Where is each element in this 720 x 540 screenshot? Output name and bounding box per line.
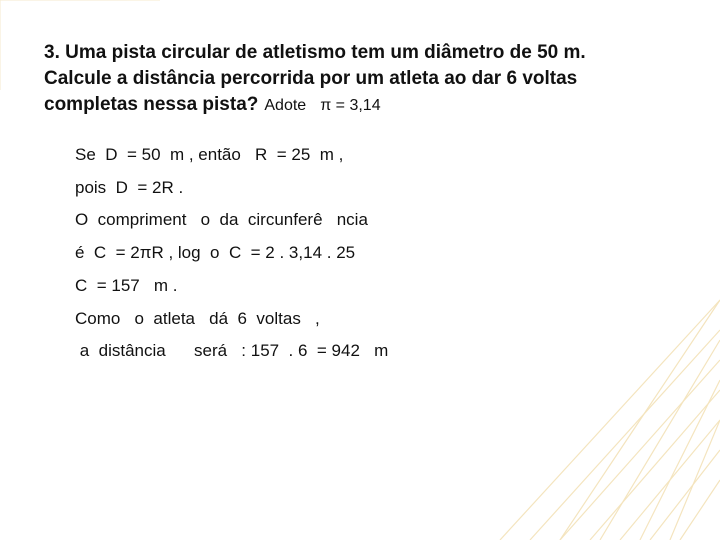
solution-line-3: O compriment o da circunferê ncia [75, 210, 368, 229]
question-text [44, 40, 664, 119]
solution-line-6: Como o atleta dá 6 voltas , [75, 309, 320, 328]
solution-line-4: é C = 2πR , log o C = 2 . 3,14 . 25 [75, 243, 356, 262]
pi-value: π = 3,14 [320, 97, 381, 114]
solution-line-5: C = 157 m . [75, 276, 178, 295]
solution-line-2: pois D = 2R . [75, 178, 184, 197]
question-line-1: 3. Uma pista circular de atletismo tem um diâmetro de 50 m. [44, 42, 586, 63]
question-line-2: Calcule a distância percorrida por um atleta ao dar 6 voltas [44, 68, 578, 89]
solution-line-1: Se D = 50 m , então R = 25 m , [75, 145, 344, 164]
solution-line-7: a distância será : 157 . 6 = 942 m [75, 341, 389, 360]
question-line-3 [44, 92, 664, 119]
question-line-3-text: completas nessa pista? [44, 94, 259, 115]
adote-label: Adote [264, 97, 307, 114]
